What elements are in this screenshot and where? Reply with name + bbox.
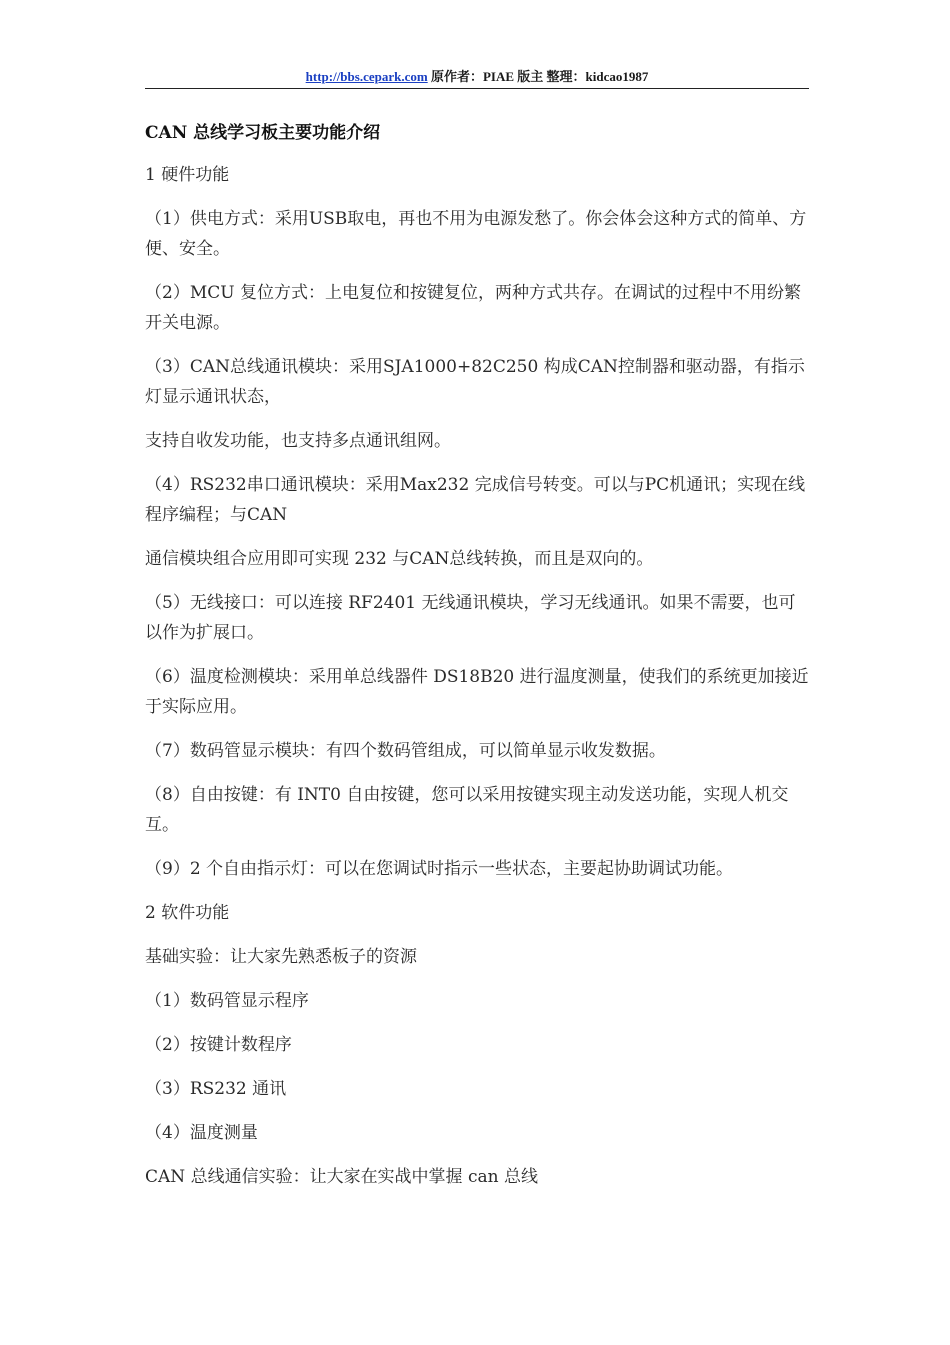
hardware-item: （9）2 个自由指示灯：可以在您调试时指示一些状态，主要起协助调试功能。 [145,859,734,879]
header-divider [145,88,809,89]
section-heading-software: 2 软件功能 [145,903,230,923]
hardware-item: 支持自收发功能，也支持多点通讯组网。 [145,431,451,451]
section-heading-hardware: 1 硬件功能 [145,165,230,185]
forum-link[interactable]: http://bbs.cepark.com [305,69,428,84]
basic-experiment-item: （2）按键计数程序 [145,1035,292,1055]
basic-experiment-item: （4）温度测量 [145,1123,258,1143]
hardware-item: （3）CAN总线通讯模块：采用SJA1000+82C250 构成CAN控制器和驱动器，有指示灯显示通讯状态， [145,357,805,407]
hardware-item: （8）自由按键：有 INT0 自由按键，您可以采用按键实现主动发送功能，实现人机交互。 [145,785,789,835]
hardware-item: （7）数码管显示模块：有四个数码管组成，可以简单显示收发数据。 [145,741,666,761]
hardware-item: （5）无线接口：可以连接 RF2401 无线通讯模块，学习无线通讯。如果不需要，也可以作为扩展口。 [145,593,796,643]
hardware-item: （2）MCU 复位方式：上电复位和按键复位，两种方式共存。在调试的过程中不用纷繁开关电源。 [145,283,801,333]
can-experiments-intro: CAN 总线通信实验：让大家在实战中掌握 can 总线 [145,1167,538,1187]
hardware-item: 通信模块组合应用即可实现 232 与CAN总线转换，而且是双向的。 [145,549,654,569]
author-credit: 原作者：PIAE 版主 整理：kidcao1987 [427,69,649,84]
basic-experiments-intro: 基础实验：让大家先熟悉板子的资源 [145,947,417,967]
hardware-item: （6）温度检测模块：采用单总线器件 DS18B20 进行温度测量，使我们的系统更加接近于实际应用。 [145,667,809,717]
page-header [145,68,809,88]
hardware-item: （1）供电方式：采用USB取电，再也不用为电源发愁了。你会体会这种方式的简单、方便、安全。 [145,209,807,259]
document-body [145,118,809,1206]
hardware-item: （4）RS232串口通讯模块：采用Max232 完成信号转变。可以与PC机通讯；实现在线程序编程；与CAN [145,475,806,525]
document-title: CAN 总线学习板主要功能介绍 [145,123,381,143]
basic-experiment-item: （3）RS232 通讯 [145,1079,287,1099]
basic-experiment-item: （1）数码管显示程序 [145,991,309,1011]
